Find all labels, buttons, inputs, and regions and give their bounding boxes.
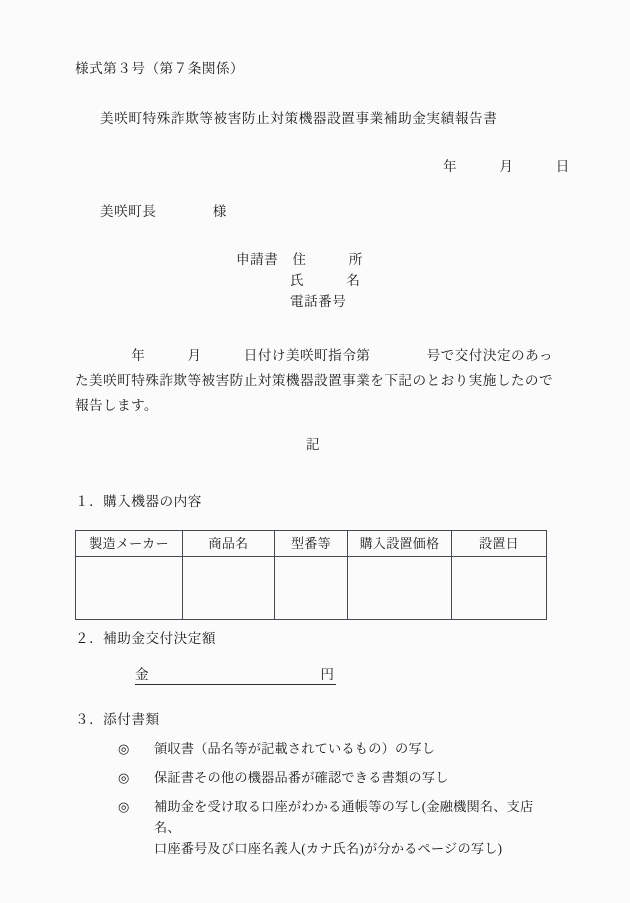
cell-purchase-price[interactable] (348, 557, 452, 620)
section-1-heading: １．購入機器の内容 (75, 494, 202, 509)
list-item (118, 738, 558, 759)
section-2-heading: ２．補助金交付決定額 (75, 631, 216, 646)
amount-prefix-label: 金 (135, 667, 149, 682)
list-item (118, 767, 558, 788)
column-header-product-name: 商品名 (183, 531, 275, 557)
cell-manufacturer[interactable] (76, 557, 183, 620)
applicant-address-label: 申請書 住 所 (236, 252, 363, 267)
document-title: 美咲町特殊詐欺等被害防止対策機器設置事業補助金実績報告書 (100, 111, 498, 126)
double-circle-bullet-icon: ◎ (118, 770, 130, 785)
attachment-item-1-text: 領収書（品名等が記載されているもの）の写し (154, 741, 436, 756)
applicant-name-label: 氏 名 (290, 273, 361, 288)
double-circle-bullet-icon: ◎ (118, 799, 130, 814)
purchased-equipment-table (75, 530, 547, 620)
amount-suffix-label: 円 (320, 667, 334, 682)
table-header-row (76, 531, 547, 557)
column-header-model-number: 型番等 (275, 531, 348, 557)
cell-model-number[interactable] (275, 557, 348, 620)
addressee: 美咲町長 様 (100, 204, 227, 219)
date-field: 年 月 日 (443, 159, 570, 174)
body-paragraph: 年 月 日付け美咲町指令第 号で交付決定のあった美咲町特殊詐欺等被害防止対策機器設置事業を下記のとおり実施したので報告します。 (75, 348, 553, 413)
column-header-manufacturer: 製造メーカー (76, 531, 183, 557)
section-3-heading: ３．添付書類 (75, 712, 160, 727)
attachment-list (118, 738, 558, 867)
attachment-item-2-text: 保証書その他の機器品番が確認できる書類の写し (154, 770, 449, 785)
cell-product-name[interactable] (183, 557, 275, 620)
applicant-phone-label: 電話番号 (290, 294, 347, 309)
attachment-item-3-line-1: 補助金を受け取る口座がわかる通帳等の写し(金融機関名、支店名、 (154, 799, 534, 835)
subsidy-amount-field[interactable] (135, 665, 336, 685)
attachment-item-3-text (154, 796, 558, 859)
column-header-install-date: 設置日 (452, 531, 547, 557)
attachment-item-3-line-2: 口座番号及び口座名義人(カナ氏名)が分かるページの写し) (154, 841, 503, 856)
ki-marker: 記 (306, 437, 320, 452)
table-row (76, 557, 547, 620)
double-circle-bullet-icon: ◎ (118, 741, 130, 756)
form-number: 様式第３号（第７条関係） (75, 61, 245, 76)
list-item (118, 796, 558, 859)
column-header-purchase-price: 購入設置価格 (348, 531, 452, 557)
cell-install-date[interactable] (452, 557, 547, 620)
applicant-block (236, 249, 363, 312)
